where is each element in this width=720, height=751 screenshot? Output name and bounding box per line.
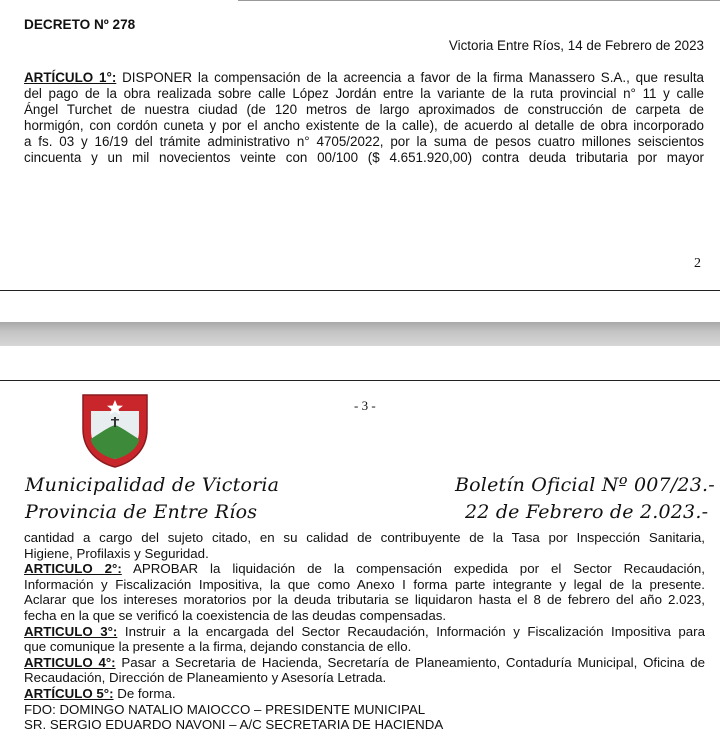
body-line: Higiene, Profilaxis y Seguridad. <box>24 545 209 561</box>
page-number-3: - 3 - <box>354 398 376 413</box>
article-3-line: ARTICULO 3°: Instruir a la encargada del Sector Recaudación, Información y Fiscalización Impositiva para <box>24 623 705 639</box>
article-1 <box>24 70 704 166</box>
article-2-line: Aclarar que los intereses moratorios por la deuda tributaria se liquidaron hasta el 8 de febrero del año 2.023, <box>24 592 705 608</box>
bulletin-number: Boletín Oficial Nº 007/23.- <box>455 474 715 496</box>
decree-date-place: Victoria Entre Ríos, 14 de Febrero de 2023 <box>448 38 704 53</box>
signature-line: SR. SERGIO EDUARDO NAVONI – A/C SECRETARIA DE HACIENDA <box>24 717 444 733</box>
decree-body <box>24 530 705 733</box>
article-4-line: Recaudación, Dirección de Planeamiento y Asesoría Letrada. <box>24 670 387 686</box>
article-4-label: ARTICULO 4°: <box>24 654 116 670</box>
body-line: cantidad a cargo del sujeto citado, en su calidad de contribuyente de la Tasa por Inspección Sanitaria, <box>24 530 705 545</box>
article-1-label: ARTÍCULO 1°: <box>24 70 117 85</box>
article-1-line: cincuenta y un mil novecientos veinte con 00/100 ($ 4.651.920,00) contra deuda tributaria por mayor <box>24 150 704 165</box>
article-5-line: ARTÍCULO 5°: De forma. <box>24 685 176 701</box>
article-1-line: del pago de la obra realizada sobre calle López Jordán entre la variante de la ruta provincial n° 11 y calle <box>24 86 704 101</box>
article-1-line: Ángel Turchet de nuestra ciudad (de 120 metros de largo aproximados de construcción de carpeta de <box>24 102 704 117</box>
article-2-label: ARTICULO 2°: <box>24 561 122 577</box>
article-1-line: hormigón, con cordón cuneta y por el ancho existente de la calle), de acuerdo al detalle de obra incorporado <box>24 118 704 133</box>
article-1-line: a fs. 03 y 16/19 del trámite administrativo n° 4705/2022, por la suma de pesos cuatro millones seiscientos <box>24 134 704 149</box>
page-3-top-edge <box>0 380 720 381</box>
article-3-label: ARTICULO 3°: <box>24 623 118 639</box>
article-3-line: que comunique la presente a la firma, dejando constancia de ello. <box>24 639 412 655</box>
municipal-seal-icon <box>79 391 151 469</box>
article-2-line: Información y Fiscalización Impositiva, la que como Anexo I forma parte integrante y legal de la presente. <box>24 576 705 592</box>
municipality-name: Municipalidad de Victoria <box>25 474 280 496</box>
page-number-2: 2 <box>694 256 701 271</box>
page-separator <box>0 322 720 346</box>
article-4-line: ARTICULO 4°: Pasar a Secretaria de Hacienda, Secretaría de Planeamiento, Contaduría Municipal, Oficina de <box>24 654 705 670</box>
decree-title: DECRETO Nº 278 <box>24 17 136 32</box>
bulletin-date: 22 de Febrero de 2.023.- <box>465 501 709 523</box>
signature-line: FDO: DOMINGO NATALIO MAIOCCO – PRESIDENTE MUNICIPAL <box>24 701 426 717</box>
page-bottom-edge <box>0 290 720 291</box>
document-page-2 <box>0 0 720 292</box>
page-top-edge <box>238 0 720 1</box>
article-5-label: ARTÍCULO 5°: <box>24 685 114 701</box>
article-2-line: fecha en la que se verificó la coexistencia de las deudas compensadas. <box>24 607 447 623</box>
article-1-line: ARTÍCULO 1°: DISPONER la compensación de la acreencia a favor de la firma Manassero S.A., que resulta <box>24 70 704 85</box>
article-2-line: ARTICULO 2°: APROBAR la liquidación de la compensación expedida por el Sector Recaudación, <box>24 561 705 577</box>
province-name: Provincia de Entre Ríos <box>25 501 258 523</box>
